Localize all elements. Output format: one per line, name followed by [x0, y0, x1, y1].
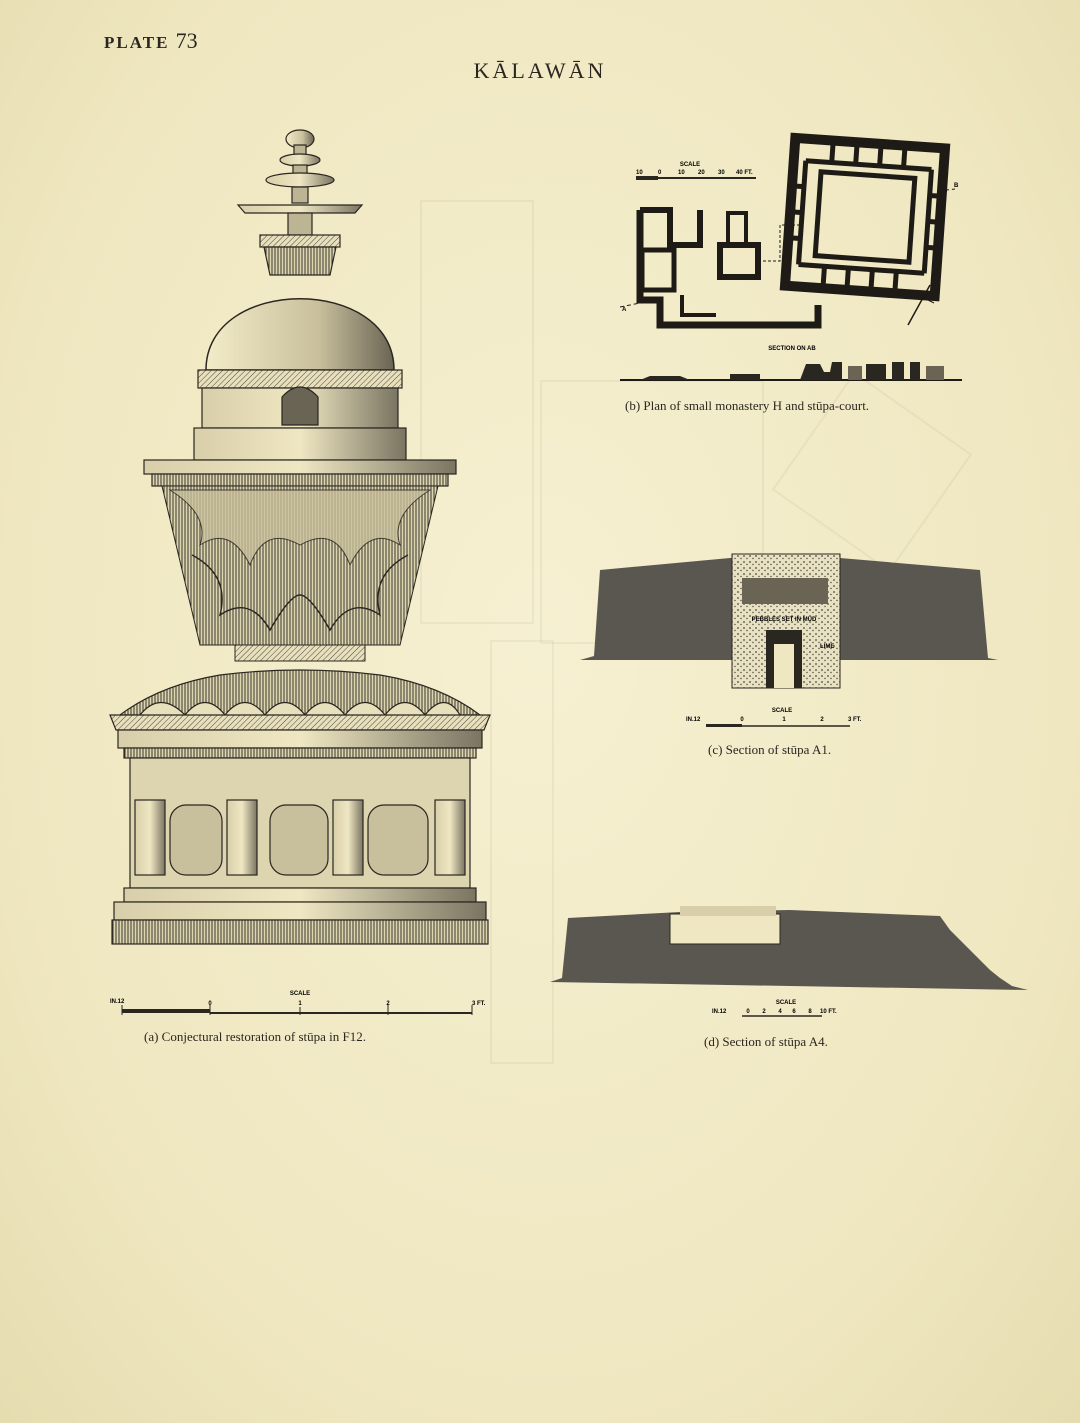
section-stupa-a1	[580, 548, 1000, 693]
scale-b-tick: 20	[698, 170, 705, 176]
scale-d-left: IN.12	[712, 1009, 727, 1015]
scale-a-tick: 2	[386, 1001, 390, 1007]
acanthus-capital	[162, 486, 438, 661]
scale-d-title: SCALE	[775, 1000, 797, 1006]
plan-point-a: A	[622, 307, 627, 313]
caption-a: (a) Conjectural restoration of stūpa in F12.	[144, 1029, 367, 1044]
capital-slab	[144, 460, 456, 486]
stupa-base	[112, 730, 488, 944]
scale-d-tick: 0	[746, 1009, 750, 1015]
section-ab-label: SECTION ON AB	[768, 346, 816, 352]
scale-a-tick: 0	[208, 1001, 212, 1007]
scale-d-tick: 4	[778, 1009, 782, 1015]
monastery-plan	[620, 135, 960, 335]
scale-a-unit: 3 FT.	[472, 1001, 486, 1007]
scale-b-tick: 0	[658, 170, 662, 176]
harmika	[260, 235, 340, 275]
scale-d-unit: 10 FT.	[820, 1009, 837, 1015]
plan-point-b: B	[954, 183, 959, 189]
scale-c-tick: 2	[820, 717, 824, 723]
scale-d-tick: 8	[808, 1009, 812, 1015]
section-stupa-a4	[550, 900, 1030, 995]
scale-b-title: SCALE	[679, 162, 701, 168]
lotus-cushion	[110, 670, 490, 730]
stupa-drum	[194, 370, 406, 460]
scale-b-tick: 10	[678, 170, 685, 176]
caption-b: (b) Plan of small monastery H and stūpa-court.	[625, 398, 870, 413]
caption-d: (d) Section of stūpa A4.	[704, 1034, 828, 1049]
scale-bar-a	[110, 985, 500, 1025]
scale-c-tick: 1	[782, 717, 786, 723]
umbrella-finial	[238, 130, 362, 235]
scale-c-tick: 0	[740, 717, 744, 723]
scale-bar-c	[686, 706, 886, 730]
stupa-dome	[206, 299, 394, 370]
stupa-restoration-drawing	[100, 125, 500, 955]
scale-b-tick: 10	[636, 170, 643, 176]
caption-c: (c) Section of stūpa A1.	[708, 742, 832, 757]
scale-a-left: IN.12	[110, 999, 125, 1005]
scale-d-tick: 2	[762, 1009, 766, 1015]
label-lime: LIME	[820, 644, 835, 650]
scale-d-tick: 6	[792, 1009, 796, 1015]
scale-b-tick: 30	[718, 170, 725, 176]
page-title: KĀLAWĀN	[473, 58, 607, 83]
scale-a-tick: 1	[298, 1001, 302, 1007]
scale-a-title: SCALE	[289, 991, 311, 997]
plate-number	[104, 28, 198, 54]
scale-c-unit: 3 FT.	[848, 717, 862, 723]
section-on-ab	[620, 342, 965, 390]
plate-label: PLATE	[104, 33, 170, 52]
scale-c-left: IN.12	[686, 717, 701, 723]
label-pebbles: PEBBLES SET IN MUD	[751, 617, 817, 623]
scale-bar-d	[712, 998, 862, 1018]
scale-b-unit: 40 FT.	[736, 170, 753, 176]
plate-number-value: 73	[175, 28, 198, 53]
scale-c-title: SCALE	[771, 708, 793, 714]
